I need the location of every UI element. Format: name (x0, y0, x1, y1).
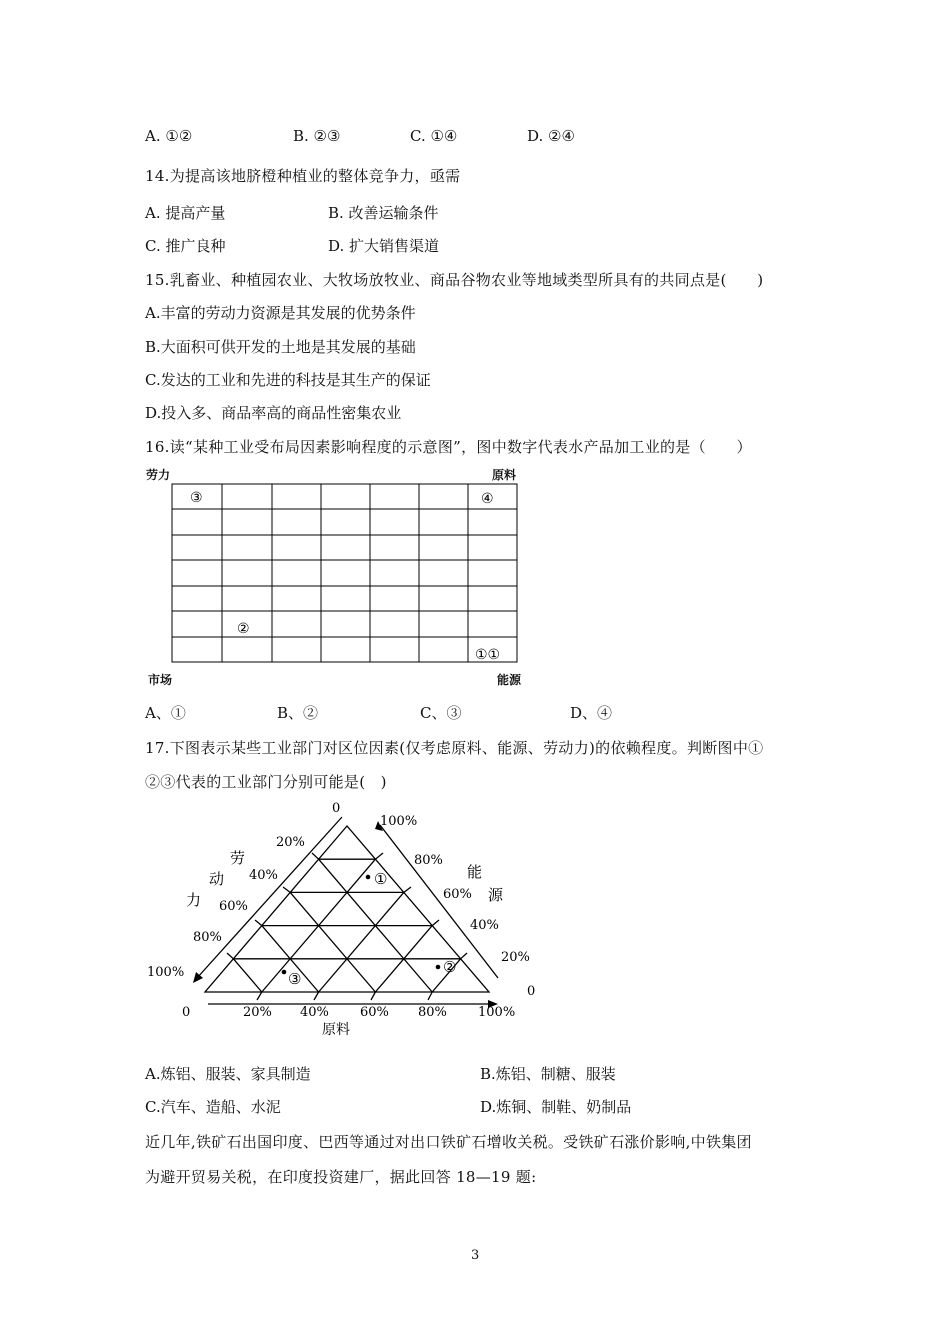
tri-point-3: ③ (288, 970, 302, 988)
tri-energy-tick-80: 80% (414, 853, 443, 868)
tri-energy-char-1: 能 (467, 863, 483, 881)
q16-stem: 16.读“某种工业受布局因素影响程度的示意图”，图中数字代表水产品加工业的是（ ） (145, 438, 752, 456)
tri-labor-tick-80: 80% (193, 930, 222, 945)
q13-option-d: D. ②④ (527, 127, 575, 145)
intro-line-1: 近几年,铁矿石出国印度、巴西等通过对出口铁矿石增收关税。受铁矿石涨价影响,中铁集团 (145, 1133, 752, 1151)
q17-option-c: C.汽车、造船、水泥 (145, 1098, 281, 1116)
q15-option-d: D.投入多、商品率高的商品性密集农业 (145, 404, 402, 422)
tri-point-2: ② (443, 958, 457, 976)
q15-option-a: A.丰富的劳动力资源是其发展的优势条件 (145, 304, 416, 322)
tri-energy-tick-60: 60% (443, 887, 472, 902)
tri-labor-tick-100: 100% (147, 965, 185, 980)
grid-marker-2: ② (237, 621, 250, 637)
q17-option-b: B.炼铝、制糖、服装 (480, 1065, 616, 1083)
location-factor-grid (170, 482, 520, 666)
tri-top-zero: 0 (332, 801, 341, 816)
q17-stem-line2: ②③代表的工业部门分别可能是( ) (145, 773, 387, 791)
tri-energy-char-2: 源 (488, 886, 504, 904)
q16-option-c: C、③ (420, 704, 462, 722)
q16-option-a: A、① (145, 704, 186, 722)
tri-raw-tick-0: 0 (182, 1005, 191, 1020)
tri-energy-tick-0: 0 (527, 984, 536, 999)
q15-stem: 15.乳畜业、种植园农业、大牧场放牧业、商品谷物农业等地域类型所具有的共同点是( ) (145, 271, 764, 289)
grid-label-energy: 能源 (497, 673, 522, 687)
q14-option-c: C. 推广良种 (145, 237, 226, 255)
intro-line-2: 为避开贸易关税，在印度投资建厂，据此回答 18—19 题: (145, 1168, 537, 1186)
q15-option-b: B.大面积可供开发的土地是其发展的基础 (145, 338, 416, 356)
grid-label-labor: 劳力 (146, 468, 171, 482)
tri-raw-label: 原料 (322, 1022, 350, 1038)
q13-option-b: B. ②③ (293, 127, 341, 145)
tri-labor-char-3: 力 (186, 891, 202, 909)
tri-labor-tick-60: 60% (219, 899, 248, 914)
tri-raw-tick-20: 20% (243, 1005, 272, 1020)
q13-option-a: A. ①② (145, 127, 193, 145)
q16-option-b: B、② (277, 704, 319, 722)
q14-option-b: B. 改善运输条件 (328, 204, 439, 222)
tri-raw-tick-80: 80% (418, 1005, 447, 1020)
tri-raw-tick-60: 60% (360, 1005, 389, 1020)
grid-label-raw: 原料 (492, 468, 517, 482)
q17-option-d: D.炼铜、制鞋、奶制品 (480, 1098, 632, 1116)
tri-raw-tick-100: 100% (478, 1005, 516, 1020)
q17-stem-line1: 17.下图表示某些工业部门对区位因素(仅考虑原料、能源、劳动力)的依赖程度。判断图中① (145, 739, 764, 757)
q15-option-c: C.发达的工业和先进的科技是其生产的保证 (145, 371, 431, 389)
q16-option-d: D、④ (570, 704, 613, 722)
tri-energy-tick-20: 20% (501, 950, 530, 965)
ternary-diagram (0, 795, 950, 1045)
tri-point-1: ① (374, 870, 388, 888)
tri-labor-char-2: 动 (209, 870, 225, 888)
q13-option-c: C. ①④ (410, 127, 458, 145)
tri-energy-tick-40: 40% (470, 918, 499, 933)
grid-marker-1: ①① (475, 647, 501, 663)
tri-labor-tick-40: 40% (249, 868, 278, 883)
q14-option-a: A. 提高产量 (145, 204, 226, 222)
q14-stem: 14.为提高该地脐橙种植业的整体竞争力，亟需 (145, 167, 461, 185)
grid-marker-3: ③ (190, 490, 203, 506)
grid-label-market: 市场 (148, 673, 173, 687)
tri-energy-tick-100: 100% (380, 814, 418, 829)
q14-option-d: D. 扩大销售渠道 (328, 237, 440, 255)
q17-option-a: A.炼铝、服装、家具制造 (145, 1065, 311, 1083)
tri-raw-tick-40: 40% (300, 1005, 329, 1020)
grid-marker-4: ④ (481, 491, 494, 507)
tri-labor-tick-20: 20% (276, 835, 305, 850)
page-number: 3 (471, 1248, 480, 1263)
tri-labor-char-1: 劳 (230, 849, 246, 867)
